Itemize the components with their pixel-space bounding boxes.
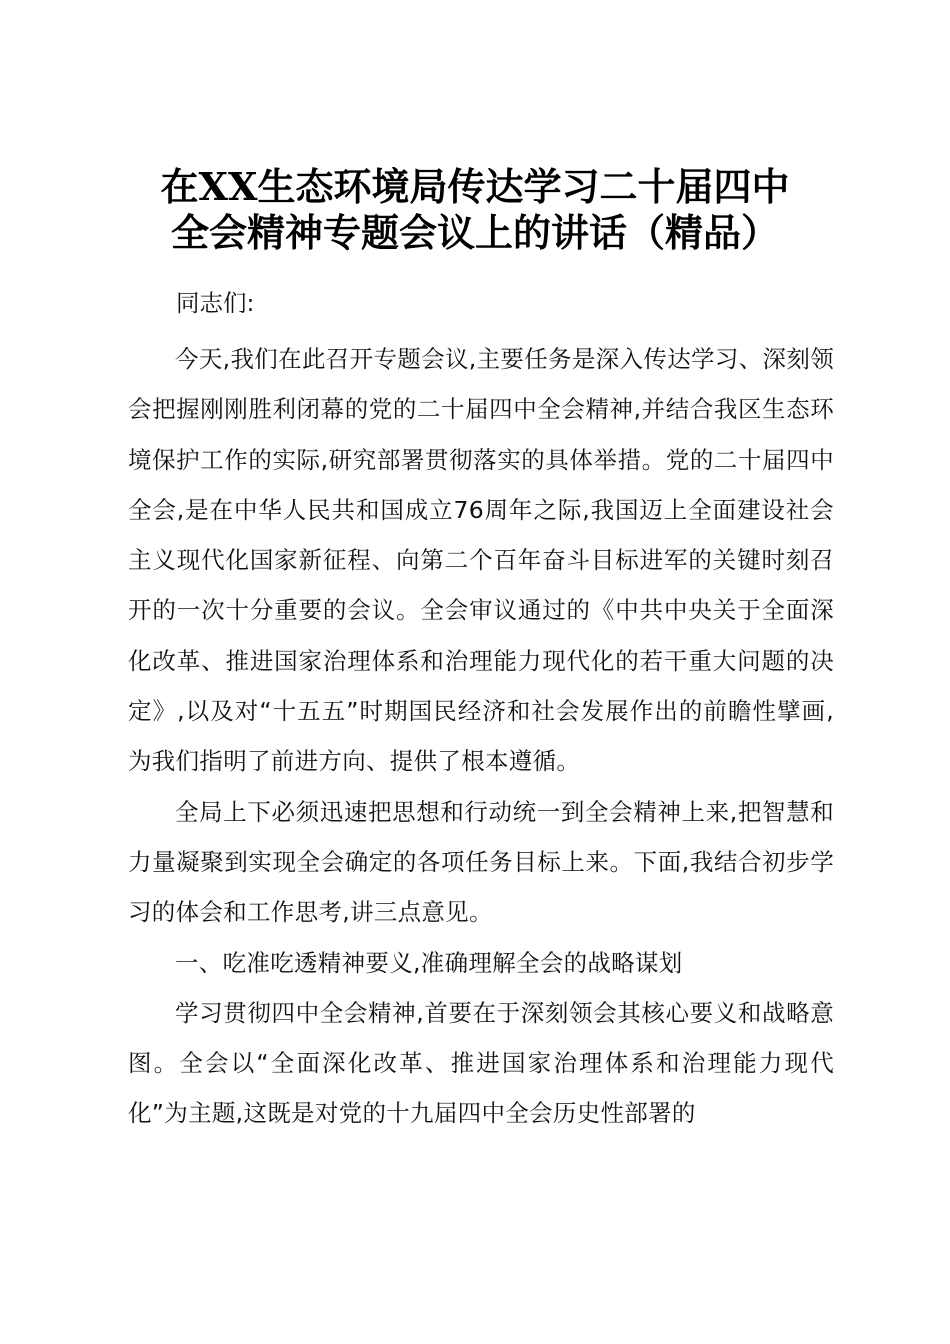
paragraph-section-1: 学习贯彻四中全会精神,首要在于深刻领会其核心要义和战略意图。全会以“全面深化改革、推进国家治理体系和治理能力现代化”为主题,这既是对党的十九届四中全会历史性部署的 bbox=[128, 998, 834, 1128]
document-title-line-1: 在XX生态环境局传达学习二十届四中 bbox=[160, 164, 790, 209]
salutation: 同志们: bbox=[176, 289, 255, 317]
section-heading-1: 一、吃准吃透精神要义,准确理解全会的战略谋划 bbox=[175, 948, 683, 977]
paragraph-intro: 今天,我们在此召开专题会议,主要任务是深入传达学习、深刻领会把握刚刚胜利闭幕的党的二十届四中全会精神,并结合我区生态环境保护工作的实际,研究部署贯彻落实的具体举措。党的二十届四中全会,是在中华人民共和国成立76周年之际,我国迈上全面建设社会主义现代化国家新征程、向第二个百年奋斗目标进军的关键时刻召开的一次十分重要的会议。全会审议通过的《中共中央关于全面深化改革、推进国家治理体系和治理能力现代化的若干重大问题的决定》,以及对“十五五”时期国民经济和社会发展作出的前瞻性擘画,为我们指明了前进方向、提供了根本遵循。 bbox=[128, 345, 834, 776]
document-title-line-2: 全会精神专题会议上的讲话（精品） bbox=[170, 210, 779, 255]
paragraph-unify: 全局上下必须迅速把思想和行动统一到全会精神上来,把智慧和力量凝聚到实现全会确定的各项任务目标上来。下面,我结合初步学习的体会和工作思考,讲三点意见。 bbox=[128, 797, 834, 927]
document-body bbox=[128, 334, 834, 1139]
